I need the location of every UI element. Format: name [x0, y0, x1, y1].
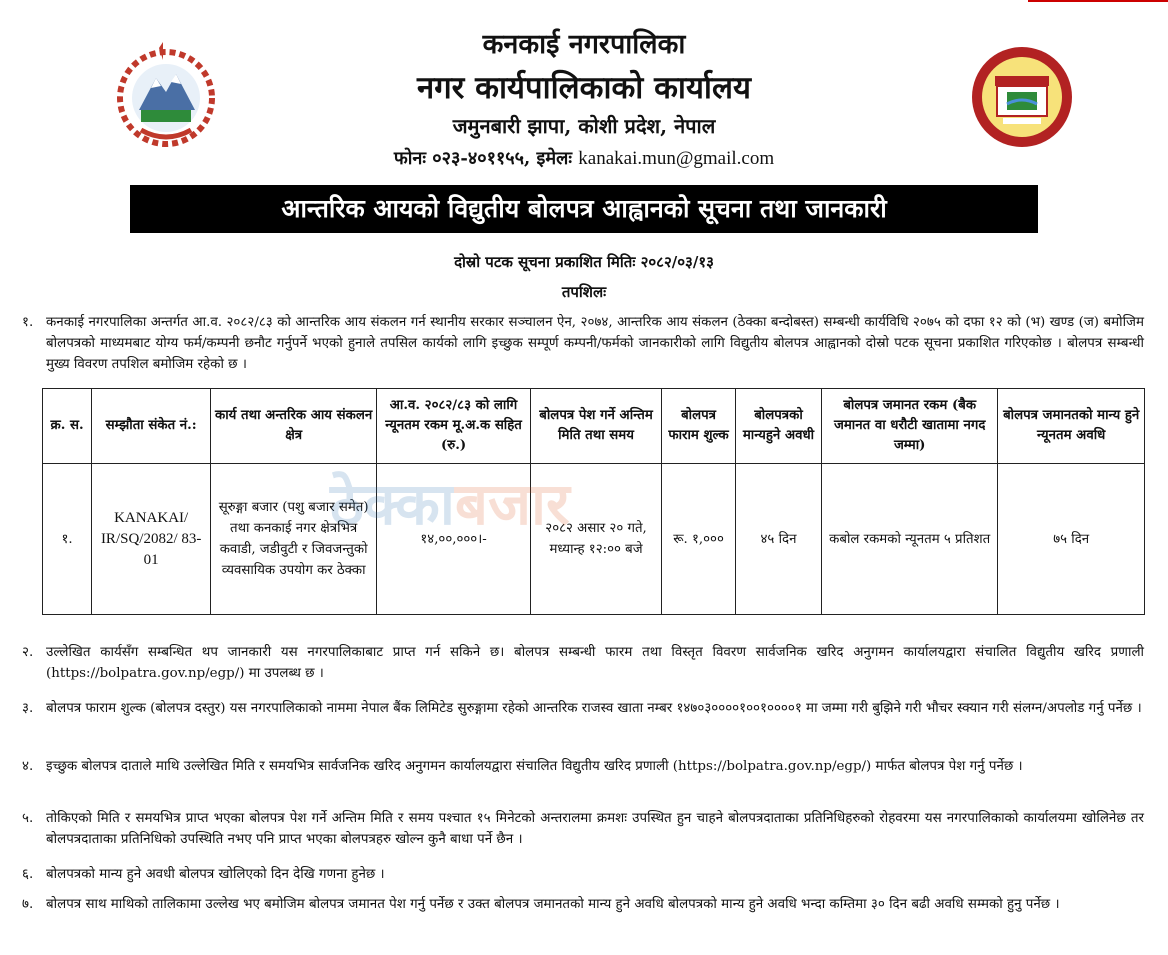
cell-code: KANAKAI/ IR/SQ/2082/ 83-01 — [92, 464, 211, 615]
notice-title-banner: आन्तरिक आयको विद्युतीय बोलपत्र आह्वानको सूचना तथा जानकारी — [130, 185, 1038, 233]
paragraph-number: ३. — [22, 701, 34, 716]
cell-validity: ४५ दिन — [735, 464, 821, 615]
watermark-part-1: ठेक्का — [330, 470, 455, 538]
tender-table — [42, 388, 1145, 615]
paragraph-text: कनकाई नगरपालिका अन्तर्गत आ.व. २०८२/८३ को आन्तरिक आय संकलन गर्न स्थानीय सरकार सञ्चालन ऐन, २०७४, आन्तरिक आय संकलन (ठेक्का बन्दोबस्त) सम्बन्धी कार्यविधि २०७५ को दफा १२ को (भ) खण्ड (ज) बमोजिम बोलपत्रको माध्यमबाट योग्य फर्म/कम्पनी छनौट गर्नुपर्ने भएको हुनाले तपसिल कार्यको लागि इच्छुक सम्पूर्ण कम्पनी/फर्मको जानकारीको लागि विद्युतीय बोलपत्र आह्वानको दोस्रो पटक सूचना प्रकाशित गरिएकोछ । बोलपत्र सम्बन्धी मुख्य विवरण तपशिल बमोजिम रहेको छ । — [46, 315, 1144, 372]
watermark-part-2: बजार — [454, 470, 570, 538]
table-header-row — [43, 389, 1145, 464]
paragraph-number: ७. — [22, 897, 34, 912]
paragraph-number: ६. — [22, 867, 34, 882]
contact-phone: फोनः ०२३-४०११५५, इमेलः — [393, 148, 572, 169]
paragraph-4 — [22, 756, 1144, 777]
col-header-security-validity: बोलपत्र जमानतको मान्य हुने न्यूनतम अवधि — [998, 389, 1145, 464]
cell-security: कबोल रकमको न्यूनतम ५ प्रतिशत — [822, 464, 998, 615]
paragraph-text: इच्छुक बोलपत्र दाताले माथि उल्लेखित मिति र समयभित्र सार्वजनिक खरिद अनुगमन कार्यालयद्वारा संचालित विद्युतीय खरिद प्रणाली (https://bolpatra.gov.np/egp/) मार्फत बोलपत्र पेश गर्नु पर्नेछ । — [46, 759, 1023, 774]
contact-line — [0, 146, 1168, 170]
paragraph-2 — [22, 642, 1144, 684]
details-heading: तपशिलः — [561, 283, 607, 301]
contact-email[interactable]: kanakai.mun@gmail.com — [578, 148, 775, 169]
cell-deadline: २०८२ असार २० गते, मध्यान्ह १२:०० बजे — [530, 464, 661, 615]
publish-date: दोस्रो पटक सूचना प्रकाशित मितिः २०८२/०३/१३ — [454, 253, 714, 271]
paragraph-1 — [22, 312, 1144, 375]
paragraph-number: १. — [22, 315, 34, 330]
paragraph-number: ४. — [22, 759, 34, 774]
paragraph-text: बोलपत्र साथ माथिको तालिकामा उल्लेख भए बमोजिम बोलपत्र जमानत पेश गर्नु पर्नेछ र उक्त बोलपत्र जमानतको मान्य हुने अवधि बोलपत्रको मान्य हुने अवधि भन्दा कम्तिमा ३० दिन बढी अवधि सम्मको हुनु पर्नेछ । — [46, 897, 1060, 912]
col-header-deadline: बोलपत्र पेश गर्ने अन्तिम मिति तथा समय — [530, 389, 661, 464]
office-address: जमुनबारी झापा, कोशी प्रदेश, नेपाल — [452, 114, 716, 138]
cell-fee: रू. १,००० — [662, 464, 736, 615]
paragraph-3 — [22, 698, 1144, 719]
office-name: नगर कार्यपालिकाको कार्यालय — [417, 70, 751, 106]
col-header-amount: आ.व. २०८२/८३ को लागि न्यूनतम रकम मू.अ.क सहित (रु.) — [377, 389, 531, 464]
paragraph-5 — [22, 808, 1144, 850]
paragraph-text: तोकिएको मिति र समयभित्र प्राप्त भएका बोलपत्र पेश गर्ने अन्तिम मिति र समय पश्चात १५ मिनेटको अन्तरालमा क्रमशः उपस्थित हुन चाहने बोलपत्रदाताका प्रतिनिधिहरुको रोहवरमा यस नगरपालिकाको कार्यालयमा खोलिनेछ तर बोलपत्रदाताका प्रतिनिधिको उपस्थिति नभए पनि प्राप्त भएका बोलपत्रहरु खोल्न कुनै बाधा पर्ने छैन । — [46, 811, 1144, 847]
cell-work: सूरुङ्गा बजार (पशु बजार समेत) तथा कनकाई नगर क्षेत्रभित्र कवाडी, जडीवुटी र जिवजन्तुको व्यवसायिक उपयोग कर ठेक्का — [211, 464, 377, 615]
corner-mark — [1028, 0, 1168, 2]
paragraph-text: उल्लेखित कार्यसँग सम्बन्धित थप जानकारी यस नगरपालिकाबाट प्राप्त गर्न सकिने छ। बोलपत्र सम्बन्धी फारम तथा विस्तृत विवरण सार्वजनिक खरिद अनुगमन कार्यालयद्वारा संचालित विद्युतीय खरिद प्रणाली (https://bolpatra.gov.np/egp/) मा उपलब्ध छ । — [46, 645, 1144, 681]
col-header-sn: क्र. स. — [43, 389, 92, 464]
cell-sn: १. — [43, 464, 92, 615]
paragraph-text: बोलपत्र फाराम शुल्क (बोलपत्र दस्तुर) यस नगरपालिकाको नाममा नेपाल बैंक लिमिटेड सुरुङ्गामा रहेको आन्तरिक राजस्व खाता नम्बर १४७०३००००१००१००००१ मा जम्मा गरी बुझिने गरी भौचर स्क्यान गरी संलग्न/अपलोड गर्नु पर्नेछ । — [46, 701, 1142, 716]
paragraph-text: बोलपत्रको मान्य हुने अवधी बोलपत्र खोलिएको दिन देखि गणना हुनेछ । — [46, 867, 385, 882]
paragraph-6 — [22, 864, 1144, 885]
col-header-work: कार्य तथा अन्तरिक आय संकलन क्षेत्र — [211, 389, 377, 464]
cell-amount: १४,००,०००।- — [377, 464, 531, 615]
paragraph-7 — [22, 894, 1144, 915]
cell-security-validity: ७५ दिन — [998, 464, 1145, 615]
paragraph-number: ५. — [22, 811, 34, 826]
col-header-fee: बोलपत्र फाराम शुल्क — [662, 389, 736, 464]
col-header-code: सम्झौता संकेत नं.: — [92, 389, 211, 464]
col-header-security: बोलपत्र जमानत रकम (बैक जमानत वा धरौटी खातामा नगद जम्मा) — [822, 389, 998, 464]
table-row — [43, 464, 1145, 615]
col-header-validity: बोलपत्रको मान्यहुने अवधी — [735, 389, 821, 464]
paragraph-number: २. — [22, 645, 34, 660]
municipality-name: कनकाई नगरपालिका — [482, 29, 686, 60]
